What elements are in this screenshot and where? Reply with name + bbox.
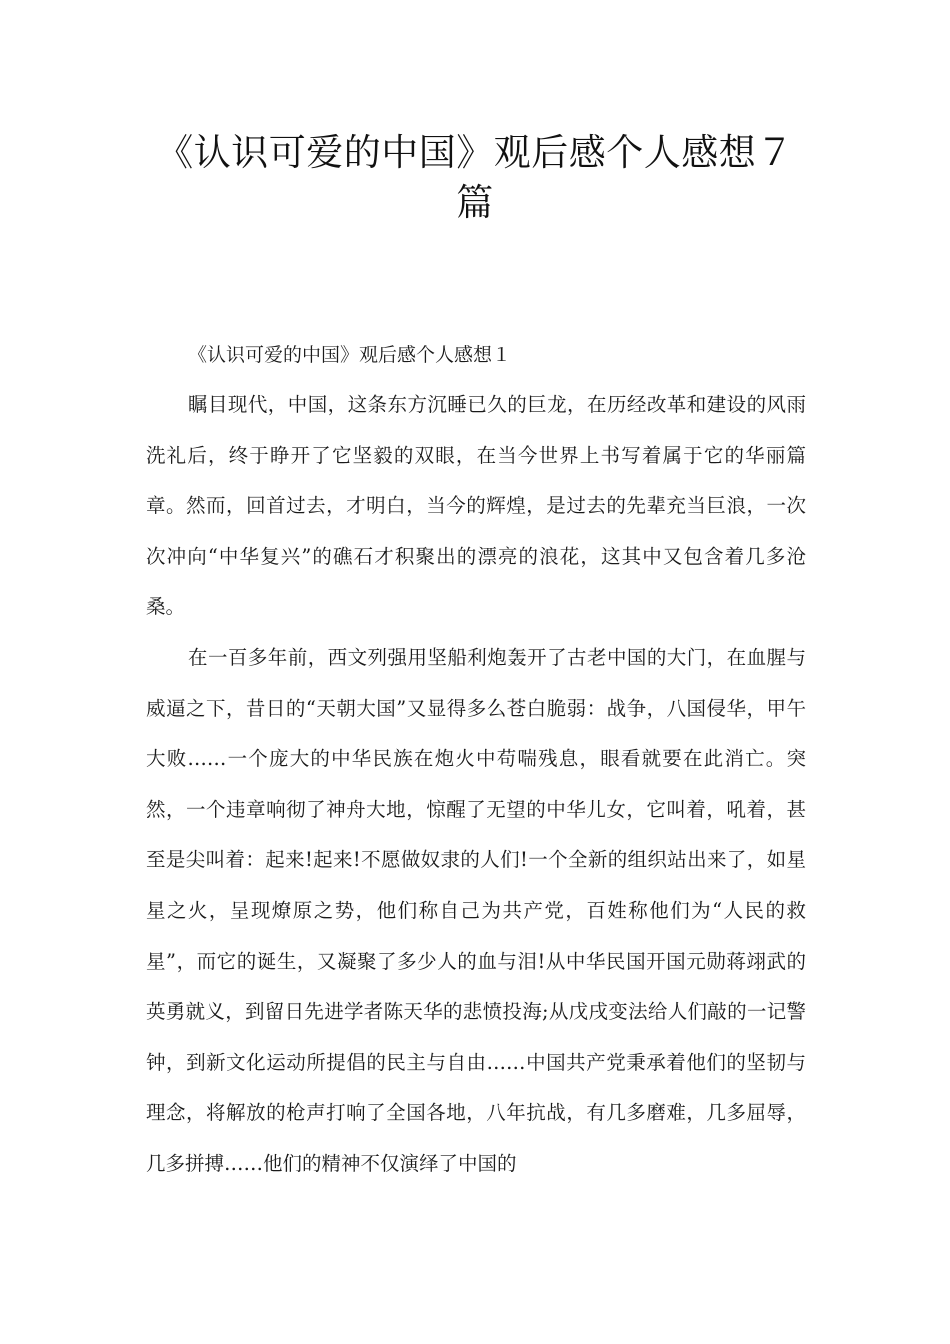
paragraph-2: 在一百多年前，西文列强用坚船利炮轰开了古老中国的大门，在血腥与威逼之下，昔日的“天朝大国”又显得多么苍白脆弱：战争，八国侵华，甲午大败……一个庞大的中华民族在炮火中苟喘残息，眼看就要在此消亡。突然，一个违章响彻了神舟大地，惊醒了无望的中华儿女，它叫着，吼着，甚至是尖叫着：起来!起来!不愿做奴隶的人们!一个全新的组织站出来了，如星星之火，呈现燎原之势，他们称自己为共产党，百姓称他们为“人民的救星”，而它的诞生，又凝聚了多少人的血与泪!从中华民国开国元勋蒋翊武的英勇就义，到留日先进学者陈天华的悲愤投海;从戊戌变法给人们敲的一记警钟，到新文化运动所提倡的民主与自由……中国共产党秉承着他们的坚韧与理念，将解放的枪声打响了全国各地，八年抗战，有几多磨难，几多屈辱，几多拼搏……他们的精神不仅演绎了中国的 [146, 645, 806, 1175]
section-heading: 《认识可爱的中国》观后感个人感想１ [188, 344, 512, 366]
document-body [146, 330, 806, 1190]
paragraph-1: 瞩目现代，中国，这条东方沉睡已久的巨龙，在历经改革和建设的风雨洗礼后，终于睁开了它坚毅的双眼，在当今世界上书写着属于它的华丽篇章。然而，回首过去，才明白，当今的辉煌，是过去的先辈充当巨浪，一次次冲向“中华复兴”的礁石才积聚出的漂亮的浪花，这其中又包含着几多沧桑。 [146, 393, 806, 619]
document-title: 《认识可爱的中国》观后感个人感想７篇 [156, 131, 794, 224]
